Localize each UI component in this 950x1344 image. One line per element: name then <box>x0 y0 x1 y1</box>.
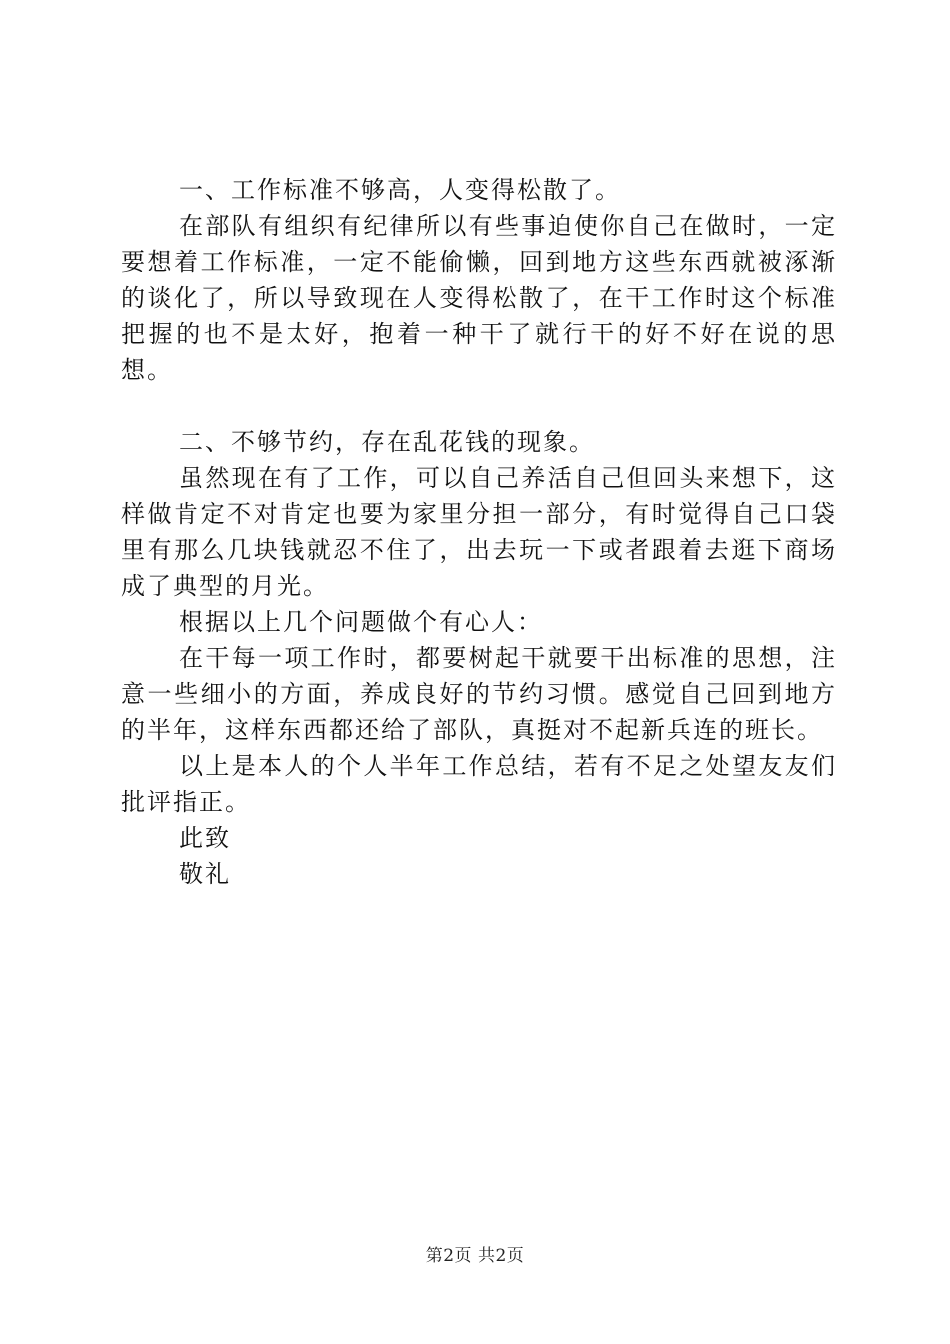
document-body <box>121 172 837 892</box>
section-heading-1: 一、工作标准不够高，人变得松散了。 <box>179 176 621 204</box>
paragraph-4: 在干每一项工作时，都要树起干就要干出标准的思想，注意一些细小的方面，养成良好的节约习惯。感觉自己回到地方的半年，这样东西都还给了部队，真挺对不起新兵连的班长。 <box>121 644 837 744</box>
paragraph-2: 虽然现在有了工作，可以自己养活自己但回头来想下，这样做肯定不对肯定也要为家里分担一部分，有时觉得自己口袋里有那么几块钱就忍不住了，出去玩一下或者跟着去逛下商场成了典型的月光。 <box>121 464 837 600</box>
paragraph-1: 在部队有组织有纪律所以有些事迫使你自己在做时，一定要想着工作标准，一定不能偷懒，回到地方这些东西就被涿渐的谈化了，所以导致现在人变得松散了，在干工作时这个标准把握的也不是太好，抱着一种干了就行干的好不好在说的思想。 <box>121 212 837 384</box>
paragraph-5: 以上是本人的个人半年工作总结，若有不足之处望友友们批评指正。 <box>121 752 837 816</box>
page-number-footer: 第2页 共2页 <box>425 1246 525 1266</box>
closing-line-2: 敬礼 <box>179 860 231 888</box>
section-heading-2: 二、不够节约，存在乱花钱的现象。 <box>179 428 595 456</box>
closing-line-1: 此致 <box>179 824 231 852</box>
paragraph-3: 根据以上几个问题做个有心人： <box>179 608 543 636</box>
